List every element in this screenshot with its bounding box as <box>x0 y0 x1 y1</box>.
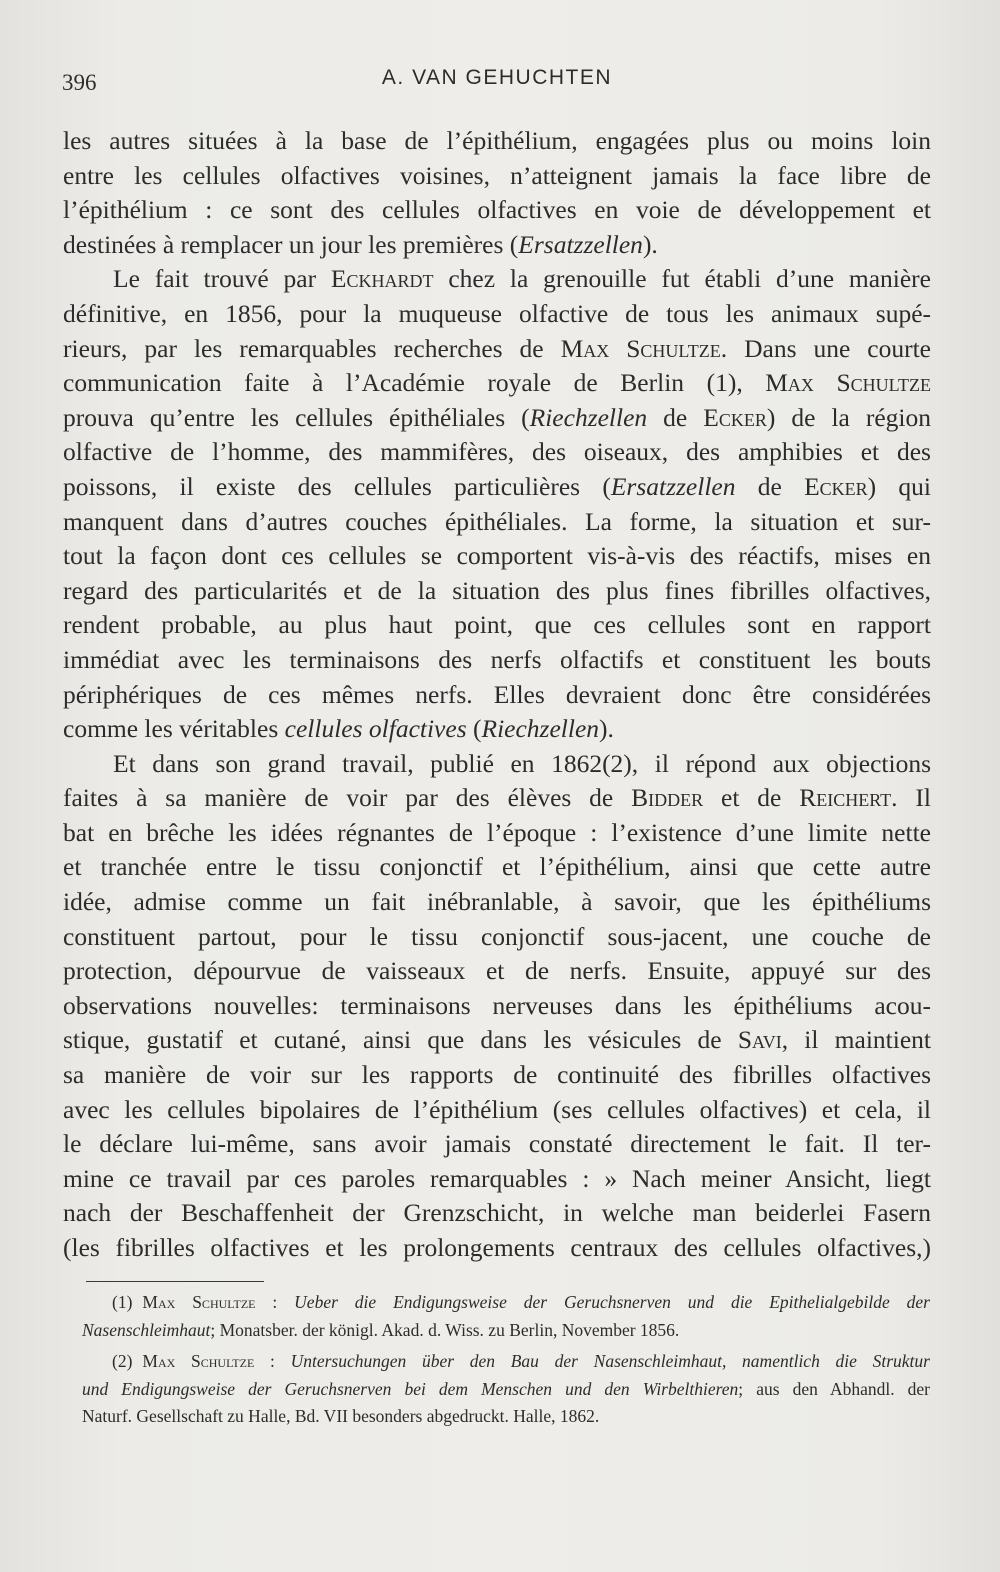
text-line <box>63 228 931 263</box>
text-line: tout la façon dont ces cellules se comportent vis-à-vis des réactifs, mises en <box>63 541 931 571</box>
text-run: et de <box>703 783 800 813</box>
footnotes <box>82 1289 930 1435</box>
italic-title: Ueber die Endigungsweise der Geruchsnerven und die Epithelialgebilde der <box>294 1292 930 1312</box>
text-line: mine ce travail par ces paroles remarquables : » Nach meiner Ansicht, liegt <box>63 1163 931 1193</box>
text-line: et tranchée entre le tissu conjonctif et l’épithélium, ainsi que cette autre <box>63 852 931 882</box>
text-line: regard des particularités et de la situation des plus fines fibrilles olfactives, <box>63 575 931 605</box>
author-name: Reichert <box>799 783 892 813</box>
text-line: olfactive de l’homme, des mammifères, des oiseaux, des amphibies et des <box>63 437 931 467</box>
italic-term: Ersatzzellen <box>610 471 736 501</box>
author-name: Savi <box>737 1025 782 1055</box>
text-run: , il maintient <box>781 1025 931 1055</box>
text-run: comme les véritables <box>63 714 285 744</box>
text-line: observations nouvelles: terminaisons nerveuses dans les épithéliums acou- <box>63 990 931 1020</box>
text-run: ). <box>599 714 614 744</box>
footnote-line <box>82 1376 930 1404</box>
text-line: entre les cellules olfactives voisines, n’atteignent jamais la face libre de <box>63 160 931 190</box>
text-run: faites à sa manière de voir par des élèves de <box>63 783 632 813</box>
text-line: sa manière de voir sur les rapports de continuité des fibrilles olfactives <box>63 1060 931 1090</box>
text-line <box>63 262 931 297</box>
footnote-line <box>82 1289 930 1317</box>
text-line <box>63 1023 931 1058</box>
paragraph-1 <box>63 124 931 262</box>
footnote-number: (2) <box>112 1351 133 1371</box>
text-run: ) qui <box>867 471 932 501</box>
text-run: . Il <box>891 783 931 813</box>
text-run: Le fait trouvé par <box>113 264 331 294</box>
body-text <box>63 124 931 1266</box>
text-line <box>63 470 931 505</box>
author-name: Max Schultze <box>142 1351 255 1371</box>
page-number: 396 <box>62 70 97 95</box>
italic-title: Untersuchungen über den Bau der Nasenschleimhaut, namentlich die Struktur <box>290 1351 930 1371</box>
footnote-divider <box>86 1281 264 1282</box>
author-name: Max Schultze <box>142 1292 256 1312</box>
text-run: communication faite à l’Académie royale de Berlin (1), <box>63 368 766 398</box>
text-run: destinées à remplacer un jour les premières ( <box>63 229 519 259</box>
text-run: poissons, il existe des cellules particulières ( <box>63 471 611 501</box>
text-line: périphériques de ces mêmes nerfs. Elles devraient donc être considérées <box>63 679 931 709</box>
italic-title: und Endigungsweise der Geruchsnerven bei dem Menschen und den Wirbelthieren <box>82 1378 739 1399</box>
italic-term: Riechzellen <box>481 714 600 744</box>
text-line <box>63 401 931 436</box>
text-run: prouva qu’entre les cellules épithéliales ( <box>63 402 530 432</box>
page-header <box>62 62 932 102</box>
footnote-line: Naturf. Gesellschaft zu Halle, Bd. VII besonders abgedruckt. Halle, 1862. <box>82 1406 600 1426</box>
text-line: protection, dépourvue de vaisseaux et de nerfs. Ensuite, appuyé sur des <box>63 956 931 986</box>
italic-term: Ersatzzellen <box>518 229 643 259</box>
text-line: nach der Beschaffenheit der Grenzschicht, in welche man beiderlei Fasern <box>63 1198 931 1228</box>
text-run: ( <box>466 714 482 744</box>
footnote-line <box>82 1348 930 1376</box>
footnote-line <box>82 1317 930 1345</box>
footnote-number: (1) <box>112 1292 133 1312</box>
italic-term: cellules olfactives <box>284 714 467 744</box>
running-head: A. VAN GEHUCHTEN <box>381 66 613 89</box>
italic-term: Riechzellen <box>529 402 648 432</box>
author-name: Eckhardt <box>330 264 434 294</box>
author-name: Max Schultze <box>560 333 721 363</box>
text-run: ). <box>642 229 658 259</box>
text-line: (les fibrilles olfactives et les prolongements centraux des cellules olfactives,) <box>63 1233 931 1262</box>
author-name: Ecker <box>703 402 767 432</box>
text-line: immédiat avec les terminaisons des nerfs olfactifs et constituent les bouts <box>63 644 931 674</box>
text-line: les autres situées à la base de l’épithélium, engagées plus ou moins loin <box>63 126 931 155</box>
text-run: ; aus den Abhandl. der <box>738 1378 930 1399</box>
text-line: manquent dans d’autres couches épithéliales. La forme, la situation et sur- <box>63 506 931 536</box>
text-run: stique, gustatif et cutané, ainsi que dans les vésicules de <box>63 1025 738 1055</box>
text-run: ; Monatsber. der königl. Akad. d. Wiss. zu Berlin, November 1856. <box>210 1319 680 1340</box>
author-name: Max Schultze <box>765 368 931 398</box>
text-line: le déclare lui-même, sans avoir jamais constaté directement le fait. Il ter- <box>63 1129 931 1159</box>
text-run: rieurs, par les remarquables recherches de <box>63 333 561 363</box>
text-line <box>63 332 931 367</box>
text-line: l’épithélium : ce sont des cellules olfactives en voie de développement et <box>63 195 931 225</box>
text-run: : <box>255 1292 295 1312</box>
text-line: idée, admise comme un fait inébranlable, à savoir, que les épithéliums <box>63 887 931 917</box>
text-line: avec les cellules bipolaires de l’épithélium (ses cellules olfactives) et cela, il <box>63 1094 931 1124</box>
text-line <box>63 781 931 816</box>
author-name: Ecker <box>804 471 868 501</box>
text-run: de <box>735 471 805 501</box>
footnote-1 <box>82 1289 930 1344</box>
text-run: : <box>254 1351 291 1371</box>
text-line: Et dans son grand travail, publié en 1862(2), il répond aux objections <box>113 748 931 778</box>
author-name: Bidder <box>631 783 704 813</box>
text-line: bat en brêche les idées régnantes de l’époque : l’existence d’une limite nette <box>63 817 931 847</box>
text-run: ) de la région <box>766 402 931 432</box>
text-line: définitive, en 1856, pour la muqueuse olfactive de tous les animaux supé- <box>63 298 931 328</box>
text-line <box>63 712 931 747</box>
text-run: de <box>647 402 704 432</box>
footnote-2 <box>82 1348 930 1431</box>
text-line <box>63 366 931 401</box>
paragraph-3 <box>63 747 931 1266</box>
italic-title: Nasenschleimhaut <box>82 1319 211 1340</box>
text-run: . Dans une courte <box>720 333 931 363</box>
text-line: rendent probable, au plus haut point, que ces cellules sont en rapport <box>63 610 931 640</box>
paragraph-2 <box>63 262 931 746</box>
text-run: chez la grenouille fut établi d’une manière <box>433 264 931 294</box>
text-line: constituent partout, pour le tissu conjonctif sous-jacent, une couche de <box>63 921 931 951</box>
